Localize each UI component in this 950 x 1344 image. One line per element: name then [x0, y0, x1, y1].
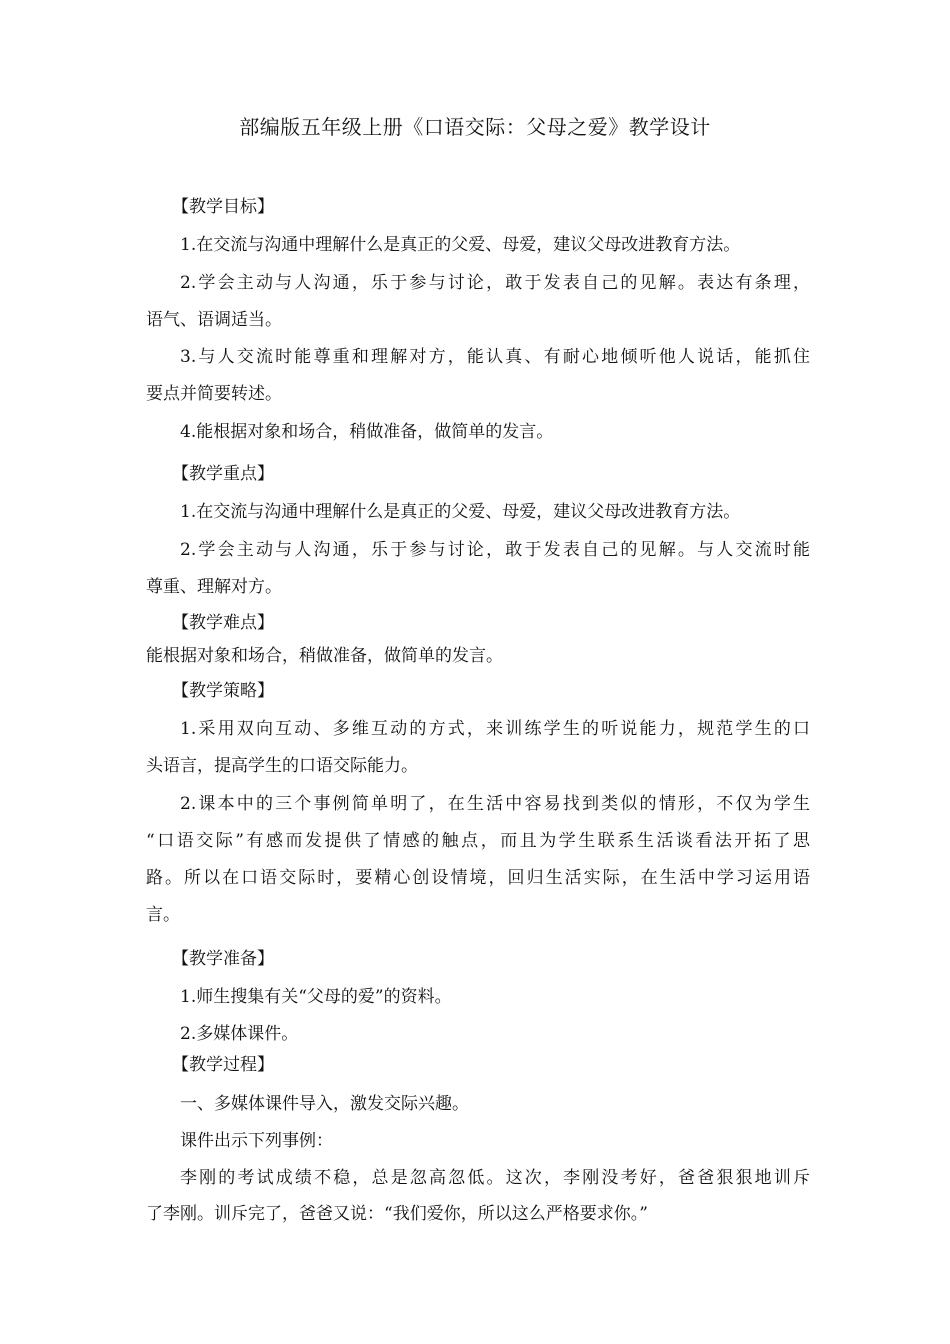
section-heading-key-points: 【教学重点】: [172, 464, 274, 484]
paragraph-line: 1.在交流与沟通中理解什么是真正的父爱、母爱，建议父母改进教育方法。: [180, 235, 741, 255]
paragraph-line: 言。: [146, 905, 180, 925]
paragraph-line: 尊重、理解对方。: [146, 577, 282, 597]
paragraph-line: 4.能根据对象和场合，稍做准备，做简单的发言。: [180, 422, 554, 442]
paragraph-line: “口语交际”有感而发提供了情感的触点，而且为学生联系生活谈看法开拓了思: [146, 831, 810, 851]
paragraph-line: 3.与人交流时能尊重和理解对方，能认真、有耐心地倾听他人说话，能抓住: [180, 347, 810, 367]
paragraph-line: 1.在交流与沟通中理解什么是真正的父爱、母爱，建议父母改进教育方法。: [180, 502, 741, 522]
paragraph-line: 头语言，提高学生的口语交际能力。: [146, 756, 418, 776]
paragraph-line: 李刚的考试成绩不稳，总是忽高忽低。这次，李刚没考好，爸爸狠狠地训斥: [180, 1168, 810, 1188]
paragraph-line: 语气、语调适当。: [146, 310, 282, 330]
paragraph-line: 能根据对象和场合，稍做准备，做简单的发言。: [146, 646, 503, 666]
paragraph-line: 2.学会主动与人沟通，乐于参与讨论，敢于发表自己的见解。与人交流时能: [180, 540, 810, 560]
paragraph-line: 了李刚。训斥完了，爸爸又说：“我们爱你，所以这么严格要求你。”: [146, 1204, 648, 1224]
document-title: 部编版五年级上册《口语交际：父母之爱》教学设计: [239, 115, 711, 139]
section-heading-difficulties: 【教学难点】: [172, 613, 274, 633]
paragraph-line: 1.师生搜集有关“父母的爱”的资料。: [180, 987, 452, 1007]
paragraph-line: 路。所以在口语交际时，要精心创设情境，回归生活实际，在生活中学习运用语: [146, 868, 810, 888]
paragraph-line: 2.多媒体课件。: [180, 1024, 299, 1044]
paragraph-line: 1.采用双向互动、多维互动的方式，来训练学生的听说能力，规范学生的口: [180, 719, 810, 739]
paragraph-line: 一、多媒体课件导入，激发交际兴趣。: [180, 1094, 469, 1114]
section-heading-objectives: 【教学目标】: [172, 197, 274, 217]
paragraph-line: 2.学会主动与人沟通，乐于参与讨论，敢于发表自己的见解。表达有条理，: [180, 273, 810, 293]
section-heading-strategy: 【教学策略】: [172, 681, 274, 701]
paragraph-line: 2.课本中的三个事例简单明了，在生活中容易找到类似的情形，不仅为学生: [180, 794, 810, 814]
section-heading-preparation: 【教学准备】: [172, 949, 274, 969]
paragraph-line: 课件出示下列事例：: [180, 1131, 333, 1151]
paragraph-line: 要点并简要转述。: [146, 384, 282, 404]
section-heading-process: 【教学过程】: [172, 1055, 274, 1075]
